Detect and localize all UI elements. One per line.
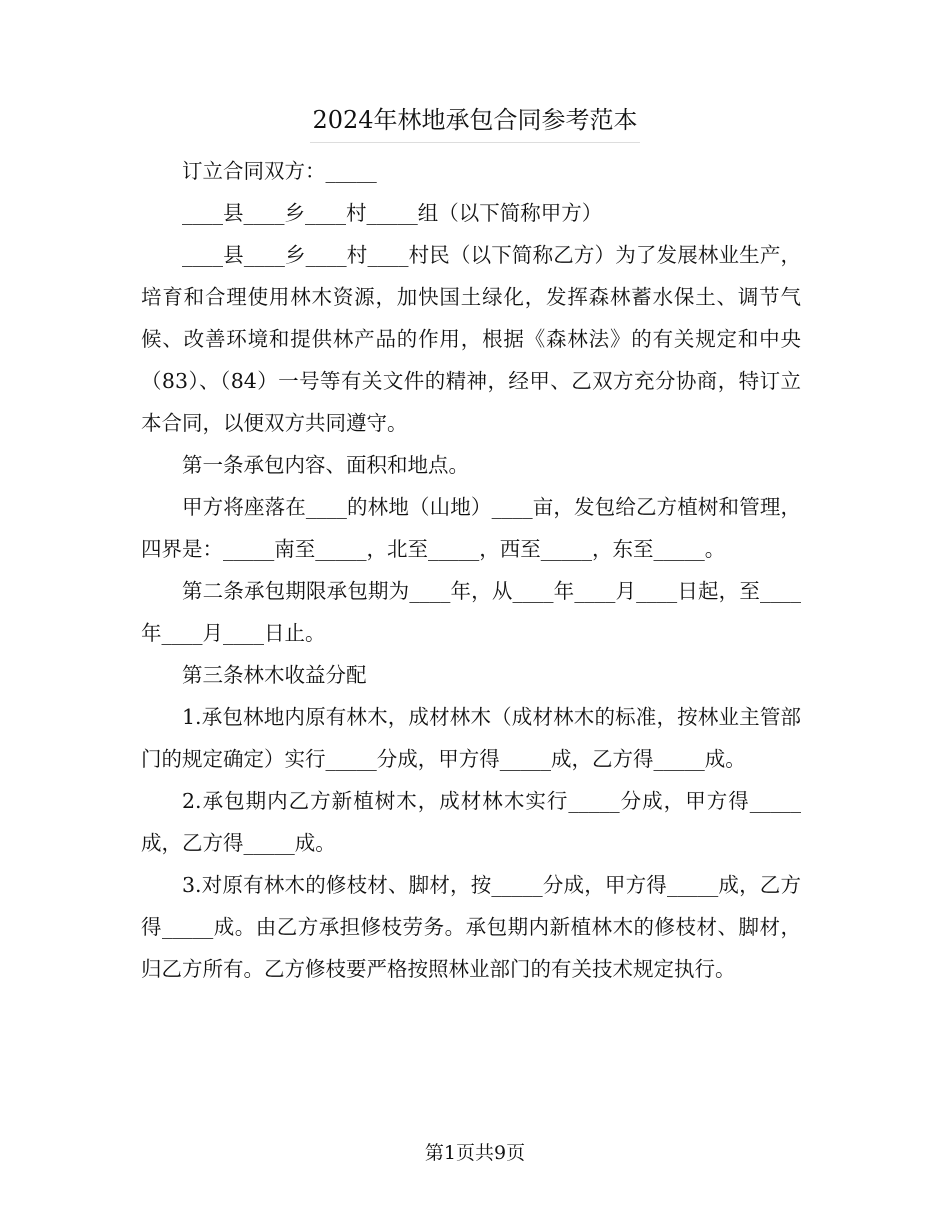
article-3-item-1: 1.承包林地内原有林木，成材林木（成材林木的标准，按林业主管部门的规定确定）实行_____分成，甲方得_____成，乙方得_____成。: [141, 705, 801, 771]
article-3-item-2: 2.承包期内乙方新植树木，成材林木实行_____分成，甲方得_____成，乙方得_____成。: [141, 789, 801, 855]
document-body: [141, 150, 801, 990]
article-3-item-3: 3.对原有林木的修枝材、脚材，按_____分成，甲方得_____成，乙方得_____成。由乙方承担修枝劳务。承包期内新植林木的修枝材、脚材，归乙方所有。乙方修枝要严格按照林业部门的有关技术规定执行。: [141, 873, 801, 981]
article-2: 第二条承包期限承包期为____年，从____年____月____日起，至____年____月____日止。: [141, 579, 801, 645]
article-1-heading: 第一条承包内容、面积和地点。: [182, 453, 469, 477]
title-underline: [310, 142, 640, 143]
article-1-body: 甲方将座落在____的林地（山地）____亩，发包给乙方植树和管理，四界是：_____南至_____，北至_____，西至_____，东至_____。: [141, 495, 801, 561]
article-3-heading: 第三条林木收益分配: [182, 663, 367, 687]
paragraph-parties: 订立合同双方：_____: [182, 159, 377, 183]
page-number: 第1页共9页: [424, 1142, 526, 1164]
paragraph-party-b-preamble: ____县____乡____村____村民（以下简称乙方）为了发展林业生产，培育和合理使用林木资源，加快国土绿化，发挥森林蓄水保土、调节气候、改善环境和提供林产品的作用，根据《森林法》的有关规定和中央（83）、（84）一号等有关文件的精神，经甲、乙双方充分协商，特订立本合同，以便双方共同遵守。: [141, 243, 801, 435]
paragraph-party-a: ____县____乡____村_____组（以下简称甲方）: [182, 201, 603, 225]
document-title: 2024年林地承包合同参考范本: [312, 106, 638, 134]
